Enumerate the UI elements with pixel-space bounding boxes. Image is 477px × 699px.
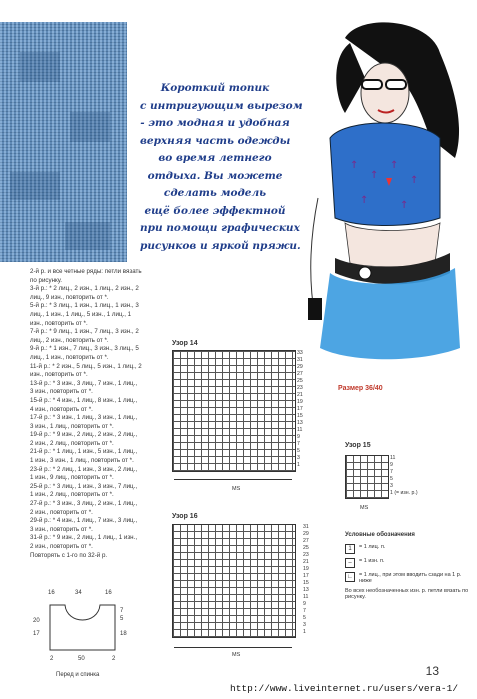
instruction-line: 25-й р.: * 3 лиц., 1 изн., 3 изн., 7 лиц., [30, 482, 138, 490]
instruction-line: изн., повторить от *. [30, 371, 88, 379]
pattern-16-chart [172, 524, 296, 638]
instruction-line: 11-й р.: * 2 изн., 5 лиц., 5 изн., 1 лиц., 2 [30, 362, 142, 370]
instruction-line: лиц., 9 изн., повторить от *. [30, 293, 109, 301]
row-number: 13 [303, 587, 309, 593]
legend-item: – = 1 изн. п. [345, 558, 470, 568]
row-number: 9 [303, 601, 306, 607]
row-number: 11 [303, 594, 309, 600]
row-number: 27 [303, 538, 309, 544]
pattern-14-chart [172, 350, 296, 472]
dim-right-2: 5 [120, 616, 124, 622]
row-number: 1 [297, 462, 300, 468]
legend-title: Условные обозначения [345, 532, 415, 538]
instruction-line: лиц., 2 изн., повторить от *. [30, 336, 109, 344]
dim-right-1: 7 [120, 608, 124, 614]
row-number: 7 [297, 441, 300, 447]
instruction-line: 1 изн., 3 изн., 1 лиц., повторить от *. [30, 457, 134, 465]
row-number: 15 [297, 413, 303, 419]
row-number: 15 [303, 580, 309, 586]
row-number: 21 [297, 392, 303, 398]
row-number: 21 [303, 559, 309, 565]
instruction-line: по рисунку. [30, 276, 62, 284]
instruction-line: 5-й р.: * 3 лиц., 1 изн., 1 лиц., 1 изн., 3 [30, 302, 139, 310]
svg-text:↑: ↑ [350, 160, 359, 171]
dim-bottom-center: 50 [78, 656, 85, 662]
instruction-line: 2 изн., повторить от *. [30, 508, 93, 516]
dim-bottom-left: 2 [50, 656, 54, 662]
intro-text: Короткий топик с интригующим вырезом - это модная и удобная верхняя часть одежды во время летнего отдыха. Вы можете сделать модель ещё более эффектной при помощи графических рисунков и яркой пряжи. [140, 82, 303, 252]
row-number: 19 [297, 399, 303, 405]
pattern-14-ms: MS [232, 486, 241, 492]
pattern-16-label: Узор 16 [172, 513, 198, 520]
row-number: 1 (= изн. р.) [390, 490, 418, 496]
legend [345, 532, 470, 600]
row-number: 27 [297, 371, 303, 377]
instruction-line: 3 изн., повторить от *. [30, 525, 93, 533]
instruction-line: 4 изн., повторить от *. [30, 405, 93, 413]
row-number: 31 [303, 524, 309, 530]
row-number: 3 [303, 622, 306, 628]
row-number: 25 [303, 545, 309, 551]
pattern-14-row-numbers [297, 350, 317, 469]
row-number: 5 [390, 476, 393, 482]
instruction-line: 31-й р.: * 9 изн., 2 лиц., 1 лиц., 1 изн., [30, 534, 138, 542]
row-number: 31 [297, 357, 303, 363]
dim-right-3: 18 [120, 631, 127, 637]
row-number: 5 [303, 615, 306, 621]
row-number: 7 [390, 469, 393, 475]
pattern-15-label: Узор 15 [345, 442, 371, 449]
instruction-line: 7-й р.: * 9 лиц., 1 изн., 7 лиц., 3 изн., 2 [30, 328, 139, 336]
knit-swatch-photo [0, 22, 127, 262]
dim-bottom-right: 2 [112, 656, 116, 662]
schematic-caption: Перед и спинка [56, 672, 100, 678]
instruction-line: 1 изн., 2 лиц., повторить от *. [30, 491, 114, 499]
instruction-line: 2 изн., 2 лиц., повторить от *. [30, 439, 114, 447]
dim-left-lower: 17 [33, 631, 40, 637]
pattern-14-label: Узор 14 [172, 340, 198, 347]
row-number: 7 [303, 608, 306, 614]
svg-text:↑: ↑ [360, 195, 369, 206]
instruction-line: 3 изн., повторить от *. [30, 388, 93, 396]
instruction-line: 27-й р.: * 3 изн., 3 лиц., 2 изн., 1 лиц., [30, 500, 138, 508]
pattern-16-ms: MS [232, 652, 241, 658]
legend-note: Во всех необозначенных изн. р. петли вязать по рисунку. [345, 588, 469, 600]
pattern-16-repeat-line [174, 647, 292, 648]
row-number: 9 [297, 434, 300, 440]
row-number: 3 [390, 483, 393, 489]
dim-left-height: 20 [33, 618, 40, 624]
garment-schematic [30, 580, 140, 680]
row-number: 25 [297, 378, 303, 384]
row-number: 9 [390, 462, 393, 468]
row-number: 17 [297, 406, 303, 412]
svg-text:↑: ↑ [370, 170, 379, 181]
dim-right-top: 16 [105, 590, 112, 596]
pattern-16-row-numbers [303, 524, 323, 636]
svg-text:↑: ↑ [400, 200, 409, 211]
instruction-line: 3-й р.: * 2 лиц., 2 изн., 1 лиц., 2 изн., 2 [30, 285, 139, 293]
instruction-line: 13-й р.: * 3 изн., 3 лиц., 7 изн., 1 лиц., [30, 379, 138, 387]
instruction-line: 9-й р.: * 1 изн., 7 лиц., 3 изн., 3 лиц., 5 [30, 345, 139, 353]
instruction-line: Повторять с 1-го по 32-й р. [30, 551, 108, 559]
row-number: 1 [303, 629, 306, 635]
instruction-line: 1 изн., 9 лиц., повторить от *. [30, 474, 114, 482]
dim-left-top: 16 [48, 590, 55, 596]
svg-text:↑: ↑ [410, 175, 419, 186]
row-number: 3 [297, 455, 300, 461]
legend-item: 1 = 1 лиц. п. [345, 544, 470, 554]
row-number: 29 [297, 364, 303, 370]
instruction-line: 2-й р. и все четные ряды: петли вязать [30, 268, 142, 275]
page-number: 13 [425, 664, 439, 678]
knitting-instructions [30, 268, 160, 560]
pattern-15-chart [345, 455, 389, 499]
pattern-15-row-numbers [390, 455, 440, 497]
svg-text:↑: ↑ [390, 160, 399, 171]
row-number: 11 [390, 455, 396, 461]
dim-center-top: 34 [75, 590, 82, 596]
instruction-line: 23-й р.: * 2 лиц., 1 изн., 3 изн., 2 лиц., [30, 465, 138, 473]
row-number: 13 [297, 420, 303, 426]
row-number: 11 [297, 427, 303, 433]
pattern-15-ms: MS [360, 505, 369, 511]
row-number: 33 [297, 350, 303, 356]
instruction-line: 17-й р.: * 3 изн., 1 лиц., 3 изн., 1 лиц., [30, 414, 138, 422]
instruction-line: лиц., 1 изн., повторить от *. [30, 353, 109, 361]
row-number: 5 [297, 448, 300, 454]
pattern-14-repeat-line [174, 479, 292, 480]
instruction-line: 21-й р.: * 1 лиц., 1 изн., 5 изн., 1 лиц., [30, 448, 138, 456]
row-number: 23 [303, 552, 309, 558]
instruction-line: изн., повторить от *. [30, 319, 88, 327]
fashion-illustration [290, 18, 470, 383]
size-label: Размер 36/40 [338, 385, 383, 392]
instruction-line: 2 изн., повторить от *. [30, 543, 93, 550]
row-number: 23 [297, 385, 303, 391]
instruction-line: 19-й р.: * 9 изн., 2 лиц., 2 изн., 2 лиц., [30, 431, 138, 439]
legend-item: ∟ = 1 лиц., при этом вводить сзади на 1 р. ниже [345, 572, 470, 584]
instruction-line: 3 изн., 1 лиц., повторить от *. [30, 422, 114, 430]
row-number: 29 [303, 531, 309, 537]
instruction-line: 15-й р.: * 4 изн., 1 лиц., 8 изн., 1 лиц., [30, 396, 138, 404]
instruction-line: 29-й р.: * 4 изн., 1 лиц., 7 изн., 3 лиц., [30, 517, 138, 525]
row-number: 17 [303, 573, 309, 579]
source-url: http://www.liveinternet.ru/users/vera-1/ [230, 683, 459, 694]
instruction-line: лиц., 1 изн., 1 лиц., 5 изн., 1 лиц., 1 [30, 310, 132, 318]
row-number: 19 [303, 566, 309, 572]
